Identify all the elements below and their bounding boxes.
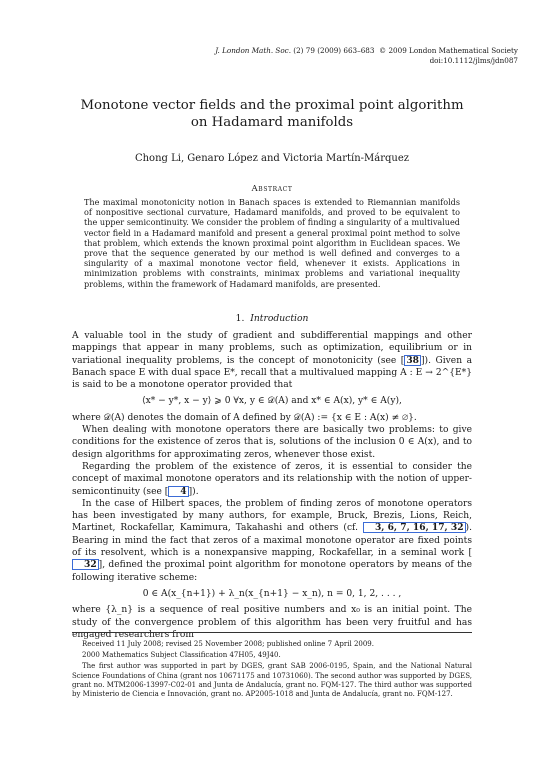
equation-1: ⟨x* − y*, x − y⟩ ⩾ 0 ∀x, y ∈ 𝒟(A) and x* ∈ A(x), y* ∈ A(y), xyxy=(142,396,402,407)
paragraph-5 xyxy=(72,498,472,584)
title-line-2: on Hadamard manifolds xyxy=(190,115,354,130)
p5-text-a: In the case of Hilbert spaces, the problem of finding zeros of monotone operators has been investigated by many authors, for example, Bruck, Brezis, Lions, Reich, Martinet, Rockafellar, Kamimura, Takahashi and others (cf. xyxy=(72,498,472,534)
journal-header xyxy=(215,46,518,66)
section-title: Introduction xyxy=(250,313,309,324)
abstract-text: The maximal monotonicity notion in Banach spaces is extended to Riemannian manifolds of nonpositive sectional curvature, Hadamard manifolds, and proved to be equivalent to the upper semicontinuity. We consider the problem of finding a singularity of a multivalued vector field in a Hadamard manifold and present a general proximal point method to solve that problem, which extends the known proximal point algorithm in Euclidean spaces. We prove that the sequence generated by our method is well defined and converges to a singularity of a maximal monotone vector field, whenever it exists. Applications in minimization problems with constraints, minimax problems and variational inequality problems, within the framework of Hadamard manifolds, are presented. xyxy=(84,197,460,289)
p5-text-b: ). Bearing in mind the fact that zeros of a maximal monotone operator are fixed points of its resolvent, which is a nonexpansive mapping, Rockafellar, in a seminal work [ xyxy=(72,523,472,559)
paragraph-6: where {λ_n} is a sequence of real positive numbers and x₀ is an initial point. The study of the convergence problem of this algorithm has been very fruitful and has engaged researchers from xyxy=(72,605,472,640)
footnotes xyxy=(72,640,472,699)
p1-text-a: A valuable tool in the study of gradient and subdifferential mappings and other mappings that appear in many problems, such as optimization, equilibrium or in variational inequality problems, is the concept of monotonicity (see [ xyxy=(72,331,472,366)
received-dates: Received 11 July 2008; revised 25 November 2008; published online 7 April 2009. xyxy=(82,640,374,648)
footnote-rule xyxy=(72,632,472,633)
funding-note: The first author was supported in part by DGES, grant SAB 2006-0195, Spain, and the National Natural Science Foundations of China (grant nos 10671175 and 10731060). The second author was supported by DGES, grant no. MTM2006-13997-C02-01 and Junta de Andalucía, grant no. FQM-127. The third author was supported by Ministerio de Ciencia e Innovación, grant no. AP2005-1018 and Junta de Andalucía, grant no. FQM-127. xyxy=(72,662,472,699)
title-line-1: Monotone vector fields and the proximal point algorithm xyxy=(80,98,464,113)
intro-body xyxy=(72,330,472,641)
paragraph-4 xyxy=(72,461,472,498)
copyright: © 2009 London Mathematical Society xyxy=(379,46,518,55)
msc-classification: 2000 Mathematics Subject Classification 47H05, 49J40. xyxy=(82,651,281,660)
authors: Chong Li, Genaro López and Victoria Martín-Márquez xyxy=(134,153,410,164)
abstract-heading: Abstract xyxy=(251,184,293,194)
paper-title xyxy=(0,97,544,131)
citation-link[interactable]: 32 xyxy=(72,559,99,570)
section-heading xyxy=(0,313,544,324)
p4-text-a: Regarding the problem of the existence of zeros, it is essential to consider the concept of maximal monotone operators and its relationship with the notion of upper-semicontinuity (see [ xyxy=(72,461,472,497)
paragraph-2: where 𝒟(A) denotes the domain of A defined by 𝒟(A) := {x ∈ E : A(x) ≠ ∅}. xyxy=(72,412,417,423)
p1-text-b: ]). Given a Banach space E with dual space E*, recall that a multivalued mapping A : E → 2^{E*} is said to be a monotone operator provided that xyxy=(72,355,472,391)
paragraph-1 xyxy=(72,330,472,391)
section-number: 1. xyxy=(235,313,245,324)
equation-2: 0 ∈ A(x_{n+1}) + λ_n(x_{n+1} − x_n), n = 0, 1, 2, . . . , xyxy=(142,588,402,599)
citation-link[interactable]: 4 xyxy=(168,486,188,497)
citation-links[interactable]: 3, 6, 7, 16, 17, 32 xyxy=(363,522,466,533)
p4-text-b: ]). xyxy=(188,486,199,497)
doi: doi:10.1112/jlms/jdn087 xyxy=(429,56,518,65)
volume-pages: (2) 79 (2009) 663–683 xyxy=(293,46,375,55)
citation-link[interactable]: 38 xyxy=(406,354,419,366)
paragraph-3: When dealing with monotone operators there are basically two problems: to give conditions for the existence of zeros that is, solutions of the inclusion 0 ∈ A(x), and to design algorithms for approximating zeros, whenever those exist. xyxy=(72,425,472,460)
journal-name: J. London Math. Soc. xyxy=(215,46,291,55)
p5-text-c: ], defined the proximal point algorithm for monotone operators by means of the following iterative scheme: xyxy=(72,560,472,583)
